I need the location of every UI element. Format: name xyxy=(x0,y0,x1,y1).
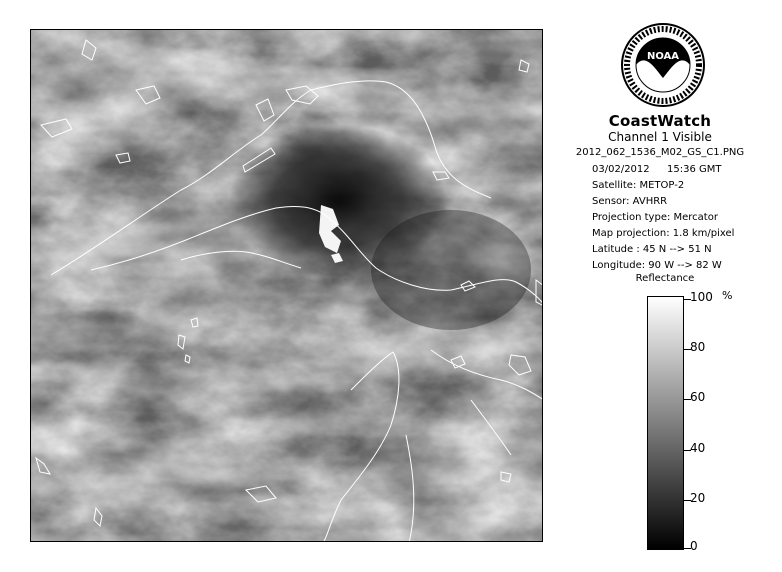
file-name: 2012_062_1536_M02_GS_C1.PNG xyxy=(575,147,745,158)
brand-title: CoastWatch xyxy=(608,112,712,130)
colorbar-tick-label: 80 xyxy=(690,340,706,354)
map-projection-line: Map projection: 1.8 km/pixel xyxy=(592,228,735,239)
colorbar-title: Reflectance xyxy=(635,273,695,284)
acquisition-date: 03/02/2012 xyxy=(592,164,650,175)
sensor-line: Sensor: AVHRR xyxy=(592,196,668,207)
satellite-line: Satellite: METOP-2 xyxy=(592,180,685,191)
noaa-seal-icon xyxy=(620,22,706,108)
channel-title: Channel 1 Visible xyxy=(608,130,712,144)
projection-type-line: Projection type: Mercator xyxy=(592,212,718,223)
reflectance-colorbar xyxy=(647,296,684,550)
latitude-line: Latitude : 45 N --> 51 N xyxy=(592,244,712,255)
logo-wordmark: NOAA xyxy=(646,51,680,62)
colorbar-tick-label: 100 xyxy=(690,290,713,304)
colorbar-unit: % xyxy=(722,289,733,302)
acquisition-time: 15:36 GMT xyxy=(667,164,722,175)
colorbar-tick-label: 0 xyxy=(690,539,698,553)
satellite-image xyxy=(30,29,543,542)
colorbar-tick-label: 20 xyxy=(690,491,706,505)
satellite-image-render xyxy=(31,30,543,542)
colorbar-tick-label: 40 xyxy=(690,441,706,455)
noaa-logo xyxy=(620,22,706,108)
longitude-line: Longitude: 90 W --> 82 W xyxy=(592,260,722,271)
colorbar-tick-label: 60 xyxy=(690,390,706,404)
